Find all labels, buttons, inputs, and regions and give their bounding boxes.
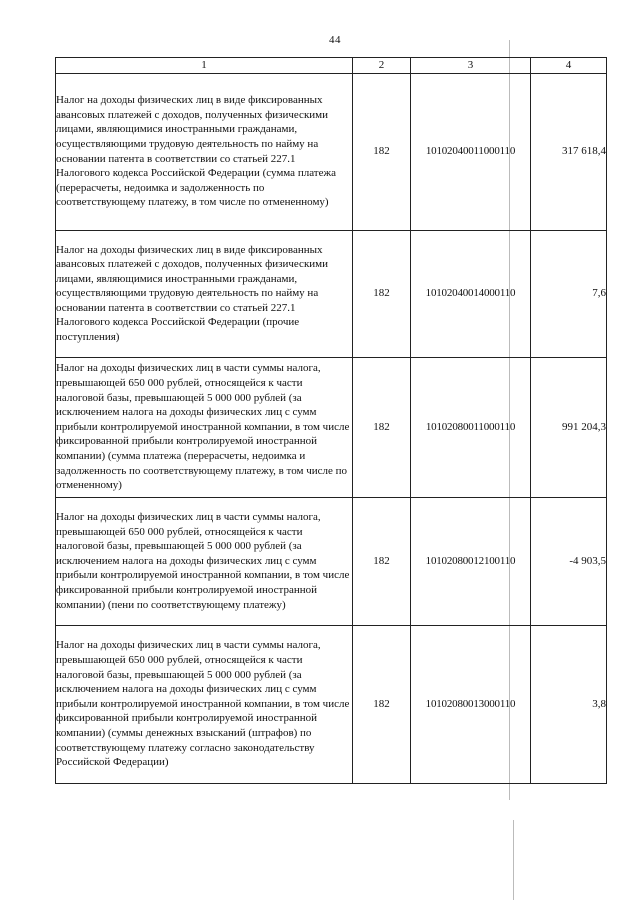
kbk-code-cell: 10102080012100110: [411, 497, 531, 625]
table-row: [56, 230, 607, 357]
admin-code-cell: 182: [353, 73, 411, 230]
column-header-1: 1: [56, 58, 353, 74]
admin-code-cell: 182: [353, 357, 411, 497]
kbk-code-cell: 10102040011000110: [411, 73, 531, 230]
header-row: [56, 58, 607, 74]
amount-cell: 317 618,4: [531, 73, 607, 230]
revenue-name-cell: Налог на доходы физических лиц в виде фиксированных авансовых платежей с доходов, полученных физическими лицами, являющимися иностранными гражданами, осуществляющими трудовую деятельность по найму на основании патента в соответствии со статьей 227.1 Налогового кодекса Российской Федерации (сумма платежа (перерасчеты, недоимка и задолженность по соответствующему платежу, в том числе по отмененному): [56, 73, 353, 230]
scan-artifact-line: [513, 820, 514, 900]
revenue-name-cell: Налог на доходы физических лиц в части суммы налога, превышающей 650 000 рублей, относящейся к части налоговой базы, превышающей 5 000 000 рублей (за исключением налога на доходы физических лиц с сумм прибыли контролируемой иностранной компании, в том числе фиксированной прибыли контролируемой иностранной компании) (суммы денежных взысканий (штрафов) по соответствующему платежу согласно законодательству Российской Федерации): [56, 625, 353, 783]
amount-cell: 3,8: [531, 625, 607, 783]
revenue-name-cell: Налог на доходы физических лиц в виде фиксированных авансовых платежей с доходов, полученных физическими лицами, являющимися иностранными гражданами, осуществляющими трудовую деятельность по найму на основании патента в соответствии со статьей 227.1 Налогового кодекса Российской Федерации (прочие поступления): [56, 230, 353, 357]
table-row: [56, 357, 607, 497]
kbk-code-cell: 10102080011000110: [411, 357, 531, 497]
kbk-code-cell: 10102040014000110: [411, 230, 531, 357]
column-header-2: 2: [353, 58, 411, 74]
table-row: [56, 497, 607, 625]
amount-cell: -4 903,5: [531, 497, 607, 625]
admin-code-cell: 182: [353, 497, 411, 625]
table-row: [56, 73, 607, 230]
table-row: [56, 625, 607, 783]
page-number: 44: [329, 34, 341, 46]
revenue-name-cell: Налог на доходы физических лиц в части суммы налога, превышающей 650 000 рублей, относящейся к части налоговой базы, превышающей 5 000 000 рублей (за исключением налога на доходы физических лиц с сумм прибыли контролируемой иностранной компании, в том числе фиксированной прибыли контролируемой иностранной компании) (сумма платежа (перерасчеты, недоимка и задолженность по соответствующему платежу, в том числе по отмененному): [56, 357, 353, 497]
amount-cell: 991 204,3: [531, 357, 607, 497]
kbk-code-cell: 10102080013000110: [411, 625, 531, 783]
admin-code-cell: 182: [353, 230, 411, 357]
column-header-3: 3: [411, 58, 531, 74]
admin-code-cell: 182: [353, 625, 411, 783]
column-header-4: 4: [531, 58, 607, 74]
revenue-table: [55, 57, 607, 784]
amount-cell: 7,6: [531, 230, 607, 357]
revenue-name-cell: Налог на доходы физических лиц в части суммы налога, превышающей 650 000 рублей, относящейся к части налоговой базы, превышающей 5 000 000 рублей (за исключением налога на доходы физических лиц с сумм прибыли контролируемой иностранной компании, в том числе фиксированной прибыли контролируемой иностранной компании) (пени по соответствующему платежу): [56, 497, 353, 625]
